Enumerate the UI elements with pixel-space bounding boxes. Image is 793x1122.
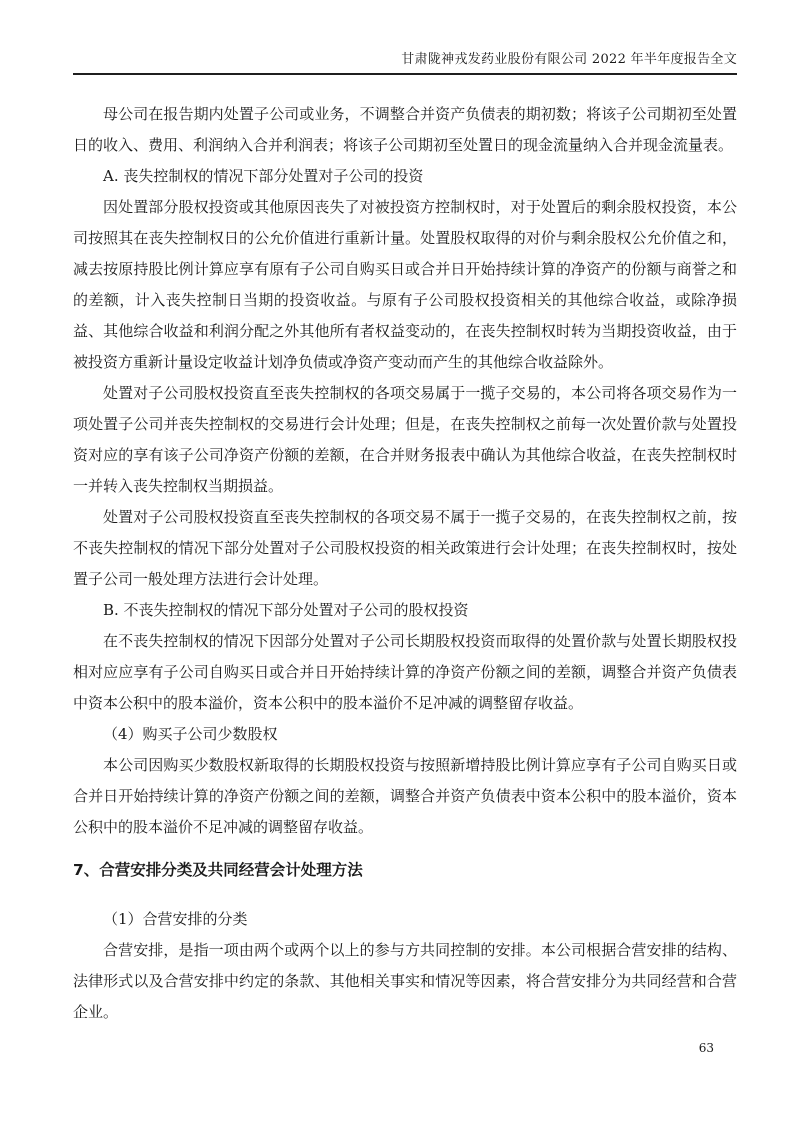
page-number: 63 (698, 1041, 714, 1055)
paragraph: 在不丧失控制权的情况下因部分处置对子公司长期股权投资而取得的处置价款与处置长期股权投相对应应享有子公司自购买日或合并日开始持续计算的净资产份额之间的差额，调整合并资产负债表中资本公积中的股本溢价，资本公积中的股本溢价不足冲减的调整留存收益。 (73, 632, 737, 712)
document-body (73, 99, 737, 1028)
paragraph: B. 不丧失控制权的情况下部分处置对子公司的股权投资 (103, 601, 469, 619)
header-rule (73, 73, 737, 75)
paragraph: 母公司在报告期内处置子公司或业务，不调整合并资产负债表的期初数；将该子公司期初至处置日的收入、费用、利润纳入合并利润表；将该子公司期初至处置日的现金流量纳入合并现金流量表。 (73, 105, 737, 154)
paragraph: 因处置部分股权投资或其他原因丧失了对被投资方控制权时，对于处置后的剩余股权投资，本公司按照其在丧失控制权日的公允价值进行重新计量。处置股权取得的对价与剩余股权公允价值之和，减去按原持股比例计算应享有原有子公司自购买日或合并日开始持续计算的净资产的份额与商誉之和的差额，计入丧失控制日当期的投资收益。与原有子公司股权投资相关的其他综合收益，或除净损益、其他综合收益和利润分配之外其他所有者权益变动的，在丧失控制权时转为当期投资收益，由于被投资方重新计量设定收益计划净负债或净资产变动而产生的其他综合收益除外。 (73, 198, 737, 371)
paragraph: 处置对子公司股权投资直至丧失控制权的各项交易属于一揽子交易的，本公司将各项交易作为一项处置子公司并丧失控制权的交易进行会计处理；但是，在丧失控制权之前每一次处置价款与处置投资对应的享有该子公司净资产份额的差额，在合并财务报表中确认为其他综合收益，在丧失控制权时一并转入丧失控制权当期损益。 (73, 384, 737, 495)
report-header-title: 甘肃陇神戎发药业股份有限公司 2022 年半年度报告全文 (401, 52, 737, 67)
paragraph: 合营安排，是指一项由两个或两个以上的参与方共同控制的安排。本公司根据合营安排的结构、法律形式以及合营安排中约定的条款、其他相关事实和情况等因素，将合营安排分为共同经营和合营企业。 (73, 941, 737, 1021)
paragraph: 本公司因购买少数股权新取得的长期股权投资与按照新增持股比例计算应享有子公司自购买日或合并日开始持续计算的净资产份额之间的差额，调整合并资产负债表中资本公积中的股本溢价，资本公积中的股本溢价不足冲减的调整留存收益。 (73, 756, 737, 836)
paragraph: （4）购买子公司少数股权 (103, 725, 278, 743)
paragraph: A. 丧失控制权的情况下部分处置对子公司的投资 (103, 167, 424, 185)
sub-heading: （1）合营安排的分类 (103, 910, 248, 928)
section-heading: 7、合营安排分类及共同经营会计处理方法 (73, 861, 363, 879)
paragraph: 处置对子公司股权投资直至丧失控制权的各项交易不属于一揽子交易的，在丧失控制权之前，按不丧失控制权的情况下部分处置对子公司股权投资的相关政策进行会计处理；在丧失控制权时，按处置子公司一般处理方法进行会计处理。 (73, 508, 737, 588)
page-header (73, 0, 737, 75)
